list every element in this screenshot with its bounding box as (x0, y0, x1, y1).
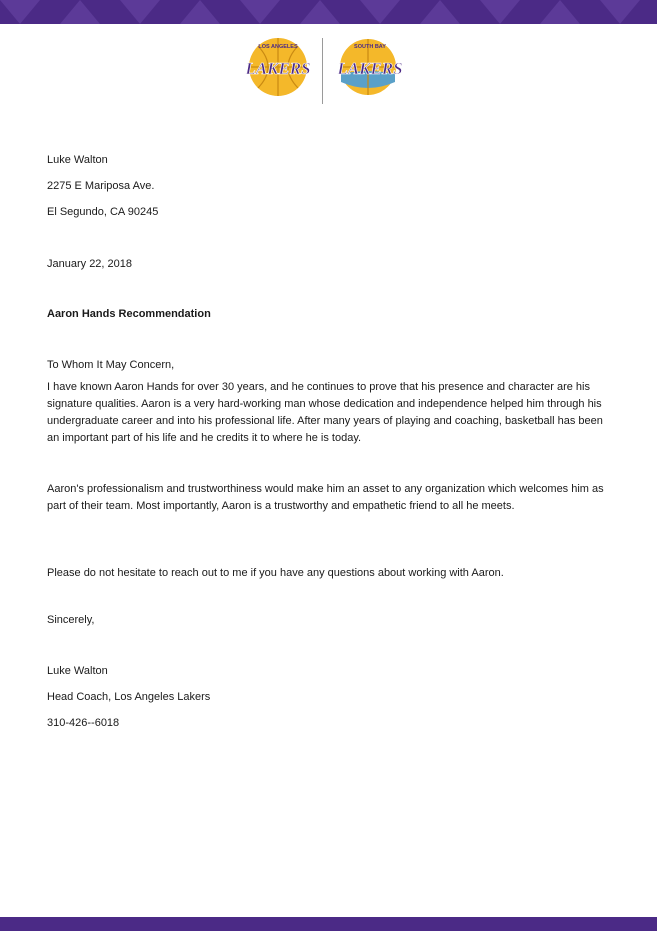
closing: Sincerely, (47, 614, 95, 626)
top-decorative-bar (0, 0, 657, 24)
sender-name: Luke Walton (47, 154, 108, 166)
south-bay-logo-main-text: LAKERS (337, 59, 403, 78)
bottom-decorative-bar (0, 917, 657, 931)
signature-phone: 310-426--6018 (47, 717, 120, 729)
body-paragraph-3: Please do not hesitate to reach out to me if you have any questions about working with Aaron. (47, 567, 504, 579)
south-bay-lakers-logo (328, 34, 412, 100)
lakers-logo-main-text: LAKERS (245, 59, 311, 78)
header-logos (236, 34, 416, 108)
south-bay-logo-top-text: SOUTH BAY (354, 44, 386, 50)
sender-address-line1: 2275 E Mariposa Ave. (47, 180, 155, 192)
body-paragraph-1: I have known Aaron Hands for over 30 years, and he continues to prove that his presence and character are his signature qualities. Aaron is a very hard-working man whose dedication and independence helped him through his undergraduate career and into his professional life. After many years of playing and coaching, basketball has been an important part of his life and he credits it to where he is today. (47, 381, 603, 444)
sender-address-line2: El Segundo, CA 90245 (47, 206, 159, 218)
signature-name: Luke Walton (47, 665, 108, 677)
salutation: To Whom It May Concern, (47, 359, 175, 371)
letter-subject: Aaron Hands Recommendation (47, 308, 211, 320)
signature-title: Head Coach, Los Angeles Lakers (47, 691, 211, 703)
logo-divider (322, 38, 323, 104)
body-paragraph-2: Aaron's professionalism and trustworthiness would make him an asset to any organization which welcomes him as part of their team. Most importantly, Aaron is a trustworthy and empathetic friend to all he meets. (47, 483, 604, 512)
lakers-logo-top-text: LOS ANGELES (258, 44, 298, 50)
letter-date: January 22, 2018 (47, 258, 133, 270)
lakers-logo (236, 34, 320, 100)
